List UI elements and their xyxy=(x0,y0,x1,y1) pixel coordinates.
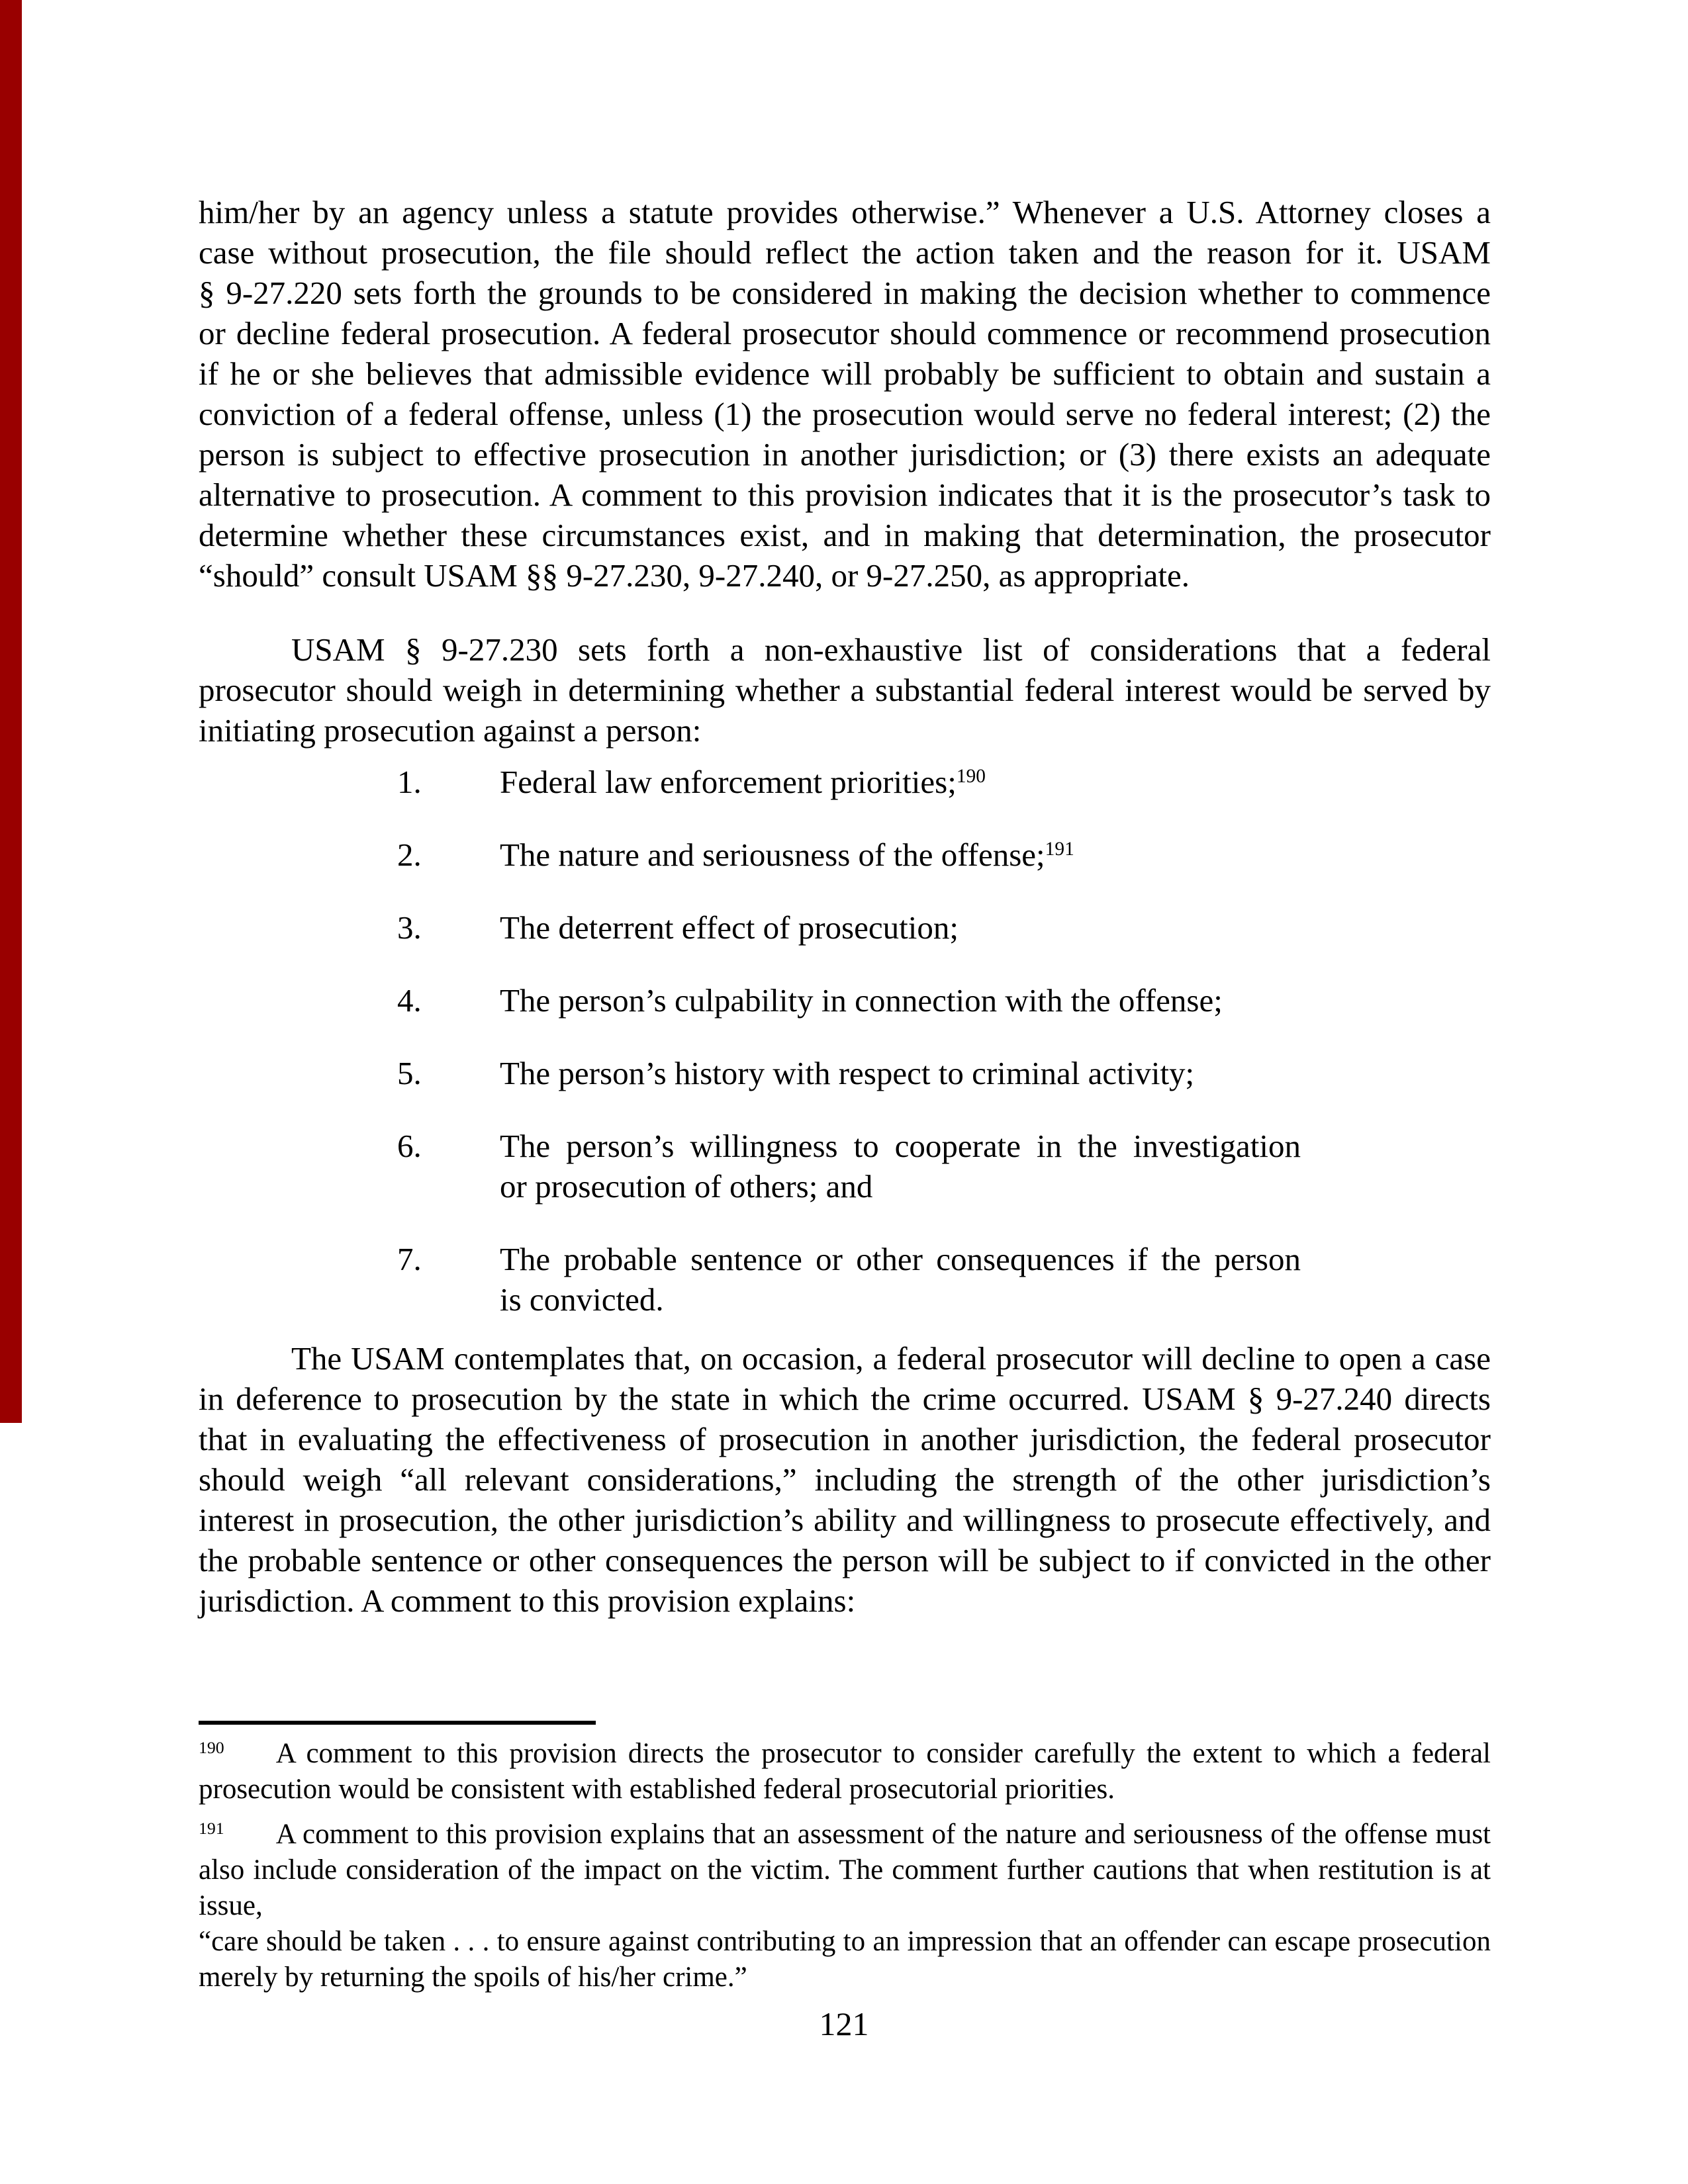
text-line: Federal law enforcement priorities;$^{190}$ xyxy=(500,764,986,800)
footnote-190 xyxy=(199,1736,1491,1807)
text-line: The person’s history with respect to criminal activity; xyxy=(500,1055,1195,1091)
text-line: interest in prosecution, the other jurisdiction’s ability and willingness to prosecute effectively, and xyxy=(199,1502,1491,1538)
text-line: prosecution would be consistent with established federal prosecutorial priorities. xyxy=(199,1774,1115,1805)
scan-edge-artifact xyxy=(0,0,22,1423)
text-line: The USAM contemplates that, on occasion, a federal prosecutor will decline to open a case xyxy=(291,1340,1491,1377)
text-line: in deference to prosecution by the state in which the crime occurred. USAM § 9-27.240 directs xyxy=(199,1381,1491,1417)
list-item xyxy=(397,1053,1301,1093)
text-line: The person’s willingness to cooperate in the investigation xyxy=(500,1128,1301,1164)
text-line: person is subject to effective prosecution in another jurisdiction; or (3) there exists an adequate xyxy=(199,436,1491,473)
text-line: The nature and seriousness of the offense;$^{191}$ xyxy=(500,837,1074,873)
text-line: “care should be taken . . . to ensure against contributing to an impression that an offender can escape prosecution xyxy=(199,1926,1491,1957)
text-line: merely by returning the spoils of his/her crime.” xyxy=(199,1962,747,1993)
considerations-list xyxy=(397,762,1301,1352)
footnote-marker: 190 xyxy=(199,1737,224,1757)
text-line: is convicted. xyxy=(500,1281,664,1318)
text-line: USAM § 9-27.230 sets forth a non-exhaustive list of considerations that a federal xyxy=(291,631,1491,668)
list-item-number: 5. xyxy=(397,1055,422,1091)
footnote-191 xyxy=(199,1817,1491,1995)
list-item-text xyxy=(500,980,1301,1021)
list-item-number: 3. xyxy=(397,909,422,946)
list-item-text xyxy=(500,1126,1301,1206)
text-line: § 9-27.220 sets forth the grounds to be considered in making the decision whether to commence xyxy=(199,275,1491,311)
text-line: jurisdiction. A comment to this provision explains: xyxy=(199,1582,856,1619)
text-line: if he or she believes that admissible evidence will probably be sufficient to obtain and sustain a xyxy=(199,355,1491,392)
text-line: also include consideration of the impact on the victim. The comment further cautions that when restitution is at issue, xyxy=(199,1854,1491,1921)
list-item-number: 2. xyxy=(397,837,422,873)
text-line: alternative to prosecution. A comment to this provision indicates that it is the prosecutor’s task to xyxy=(199,477,1491,513)
text-line: initiating prosecution against a person: xyxy=(199,712,702,749)
text-line: $^{190}$ A comment to this provision directs the prosecutor to consider carefully the extent to which a federal xyxy=(199,1737,1491,1769)
text-line: The deterrent effect of prosecution; xyxy=(500,909,959,946)
list-item-text xyxy=(500,835,1301,875)
list-item-text xyxy=(500,907,1301,948)
list-item xyxy=(397,762,1301,802)
list-item xyxy=(397,835,1301,875)
text-line: prosecutor should weigh in determining whether a substantial federal interest would be served by xyxy=(199,672,1491,708)
page-number xyxy=(0,2005,1688,2042)
footnote-marker: 191 xyxy=(199,1818,224,1838)
text-line: conviction of a federal offense, unless (1) the prosecution would serve no federal interest; (2) the xyxy=(199,396,1491,432)
text-line: or decline federal prosecution. A federal prosecutor should commence or recommend prosecution xyxy=(199,315,1491,351)
list-item-number: 7. xyxy=(397,1241,422,1277)
text-line: should weigh “all relevant considerations,” including the strength of the other jurisdiction’s xyxy=(199,1461,1491,1498)
text-line: determine whether these circumstances exist, and in making that determination, the prosecutor xyxy=(199,517,1491,553)
list-item-text xyxy=(500,1053,1301,1093)
list-item-text xyxy=(500,762,1301,802)
text-line: that in evaluating the effectiveness of prosecution in another jurisdiction, the federal prosecutor xyxy=(199,1421,1491,1457)
text-line: The person’s culpability in connection with the offense; xyxy=(500,982,1223,1019)
list-item xyxy=(397,907,1301,948)
text-line: The probable sentence or other consequences if the person xyxy=(500,1241,1301,1277)
text-line: or prosecution of others; and xyxy=(500,1168,873,1205)
text-line: the probable sentence or other consequences the person will be subject to if convicted in the other xyxy=(199,1542,1491,1578)
list-item-number: 1. xyxy=(397,764,422,800)
text-line: him/her by an agency unless a statute provides otherwise.” Whenever a U.S. Attorney closes a xyxy=(199,194,1491,230)
list-item xyxy=(397,1239,1301,1320)
paragraph-usam-9-27-240 xyxy=(199,1338,1491,1621)
list-item-text xyxy=(500,1239,1301,1320)
page-number-text: 121 xyxy=(819,2005,869,2042)
paragraph-usam-9-27-230 xyxy=(199,629,1491,751)
list-item-number: 4. xyxy=(397,982,422,1019)
footnote-separator-rule xyxy=(199,1721,596,1725)
text-line: case without prosecution, the file should reflect the action taken and the reason for it. USAM xyxy=(199,234,1491,271)
footnote-marker: 190 xyxy=(956,765,986,787)
footnote-marker: 191 xyxy=(1045,838,1074,860)
text-line: $^{191}$ A comment to this provision explains that an assessment of the nature and seriousness of the offense must xyxy=(199,1818,1491,1850)
list-item-number: 6. xyxy=(397,1128,422,1164)
paragraph-continuation xyxy=(199,192,1491,596)
list-item xyxy=(397,1126,1301,1206)
text-line: “should” consult USAM §§ 9-27.230, 9-27.240, or 9-27.250, as appropriate. xyxy=(199,557,1190,594)
list-item xyxy=(397,980,1301,1021)
